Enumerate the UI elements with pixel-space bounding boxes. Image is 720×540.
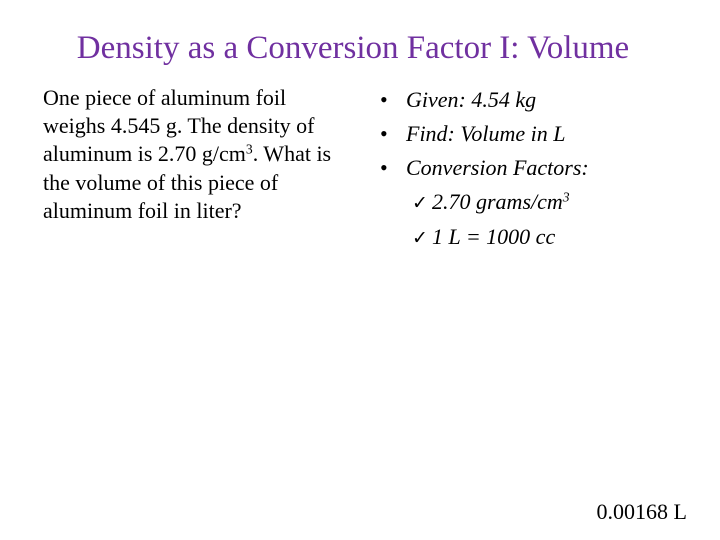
bullet-dot-icon: • [380, 155, 388, 180]
bullet-list [380, 83, 710, 255]
factor-density-superscript: 3 [562, 189, 570, 205]
problem-superscript: 3 [245, 141, 253, 157]
factor-liter-text: 1 L = 1000 cc [432, 224, 556, 249]
factor-density-value: 2.70 grams/cm [432, 189, 563, 214]
bullet-conversion-factors [380, 151, 710, 185]
checkmark-icon: ✓ [412, 227, 428, 249]
bullet-find [380, 117, 710, 151]
bullet-dot-icon: • [380, 121, 388, 146]
bullet-given-text: Given: 4.54 kg [406, 87, 537, 112]
answer-text: 0.00168 L [596, 499, 687, 524]
bullet-given [380, 83, 710, 117]
problem-text-part-2: . What is the volume of this piece of aluminum foil in liter? [43, 141, 332, 223]
problem-statement [43, 84, 343, 225]
bullet-conversion-factors-text: Conversion Factors: [406, 155, 589, 180]
factor-density-text [432, 185, 570, 219]
factor-liter [380, 220, 710, 255]
factor-density [380, 185, 710, 220]
bullet-find-text: Find: Volume in L [406, 121, 566, 146]
problem-text-part-1: One piece of aluminum foil weighs 4.545 g. The density of aluminum is 2.70 g/cm [43, 85, 315, 167]
slide-title: Density as a Conversion Factor I: Volume [76, 30, 630, 66]
checkmark-icon: ✓ [412, 192, 428, 214]
bullet-dot-icon: • [380, 87, 388, 112]
